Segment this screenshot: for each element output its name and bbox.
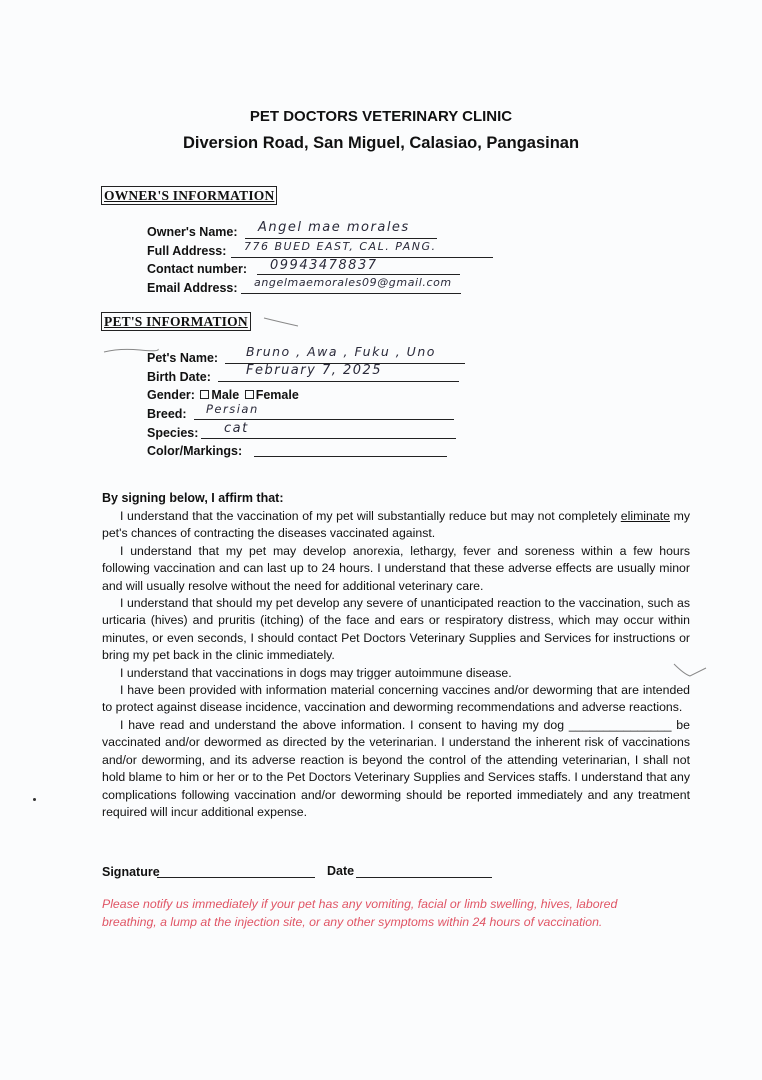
birth-date-label: Birth Date: [147, 370, 211, 384]
breed-label: Breed: [147, 407, 187, 421]
full-address-value: 776 BUED EAST, CAL. PANG. [244, 240, 437, 253]
consent-body [102, 508, 690, 821]
affirm-heading: By signing below, I affirm that: [102, 491, 284, 505]
female-checkbox[interactable] [245, 390, 254, 399]
email-line [241, 293, 461, 294]
contact-number-value: 09943478837 [270, 258, 378, 273]
date-label: Date [327, 864, 355, 878]
signature-label: Signature [102, 865, 160, 879]
owner-name-line [245, 238, 437, 239]
clinic-address: Diversion Road, San Miguel, Calasiao, Pangasinan [182, 134, 580, 152]
species-value: cat [224, 421, 249, 436]
consent-paragraph-2: I understand that my pet may develop anorexia, lethargy, fever and soreness within a few hours following vaccination and can last up to 24 hours. I understand that these adverse effects are usually minor and will usually resolve without the need for additional veterinary care. [102, 543, 690, 593]
email-label: Email Address: [147, 281, 238, 295]
notice-text: Please notify us immediately if your pet has any vomiting, facial or limb swelling, hives, labored breathing, a lump at the injection site, or any other symptoms within 24 hours of vaccination. [102, 897, 618, 929]
birth-date-line [218, 381, 459, 382]
color-markings-label: Color/Markings: [147, 444, 243, 458]
color-markings-line [254, 456, 447, 457]
clinic-name: PET DOCTORS VETERINARY CLINIC [249, 108, 513, 125]
contact-number-label: Contact number: [147, 262, 247, 276]
pet-name-value: Bruno , Awa , Fuku , Uno [246, 344, 436, 359]
male-checkbox[interactable] [200, 390, 209, 399]
gender-row [147, 388, 299, 402]
pet-section-heading: PET'S INFORMATION [101, 312, 251, 331]
dog-name-blank[interactable]: _______________ [568, 717, 672, 732]
pen-mark-top [262, 312, 302, 332]
pen-mark-right [670, 660, 710, 690]
breed-line [194, 419, 454, 420]
consent-paragraph-4: I understand that vaccinations in dogs may trigger autoimmune disease. [120, 665, 512, 680]
breed-value: Persian [206, 402, 259, 416]
signature-line[interactable] [157, 877, 315, 878]
contact-number-line [257, 274, 460, 275]
full-address-label: Full Address: [147, 244, 227, 258]
owner-name-value: Angel mae morales [258, 220, 410, 235]
date-line[interactable] [356, 877, 492, 878]
male-option-label: Male [211, 388, 240, 402]
female-option-label: Female [255, 388, 299, 402]
birth-date-value: February 7, 2025 [246, 363, 383, 378]
owner-section-heading: OWNER'S INFORMATION [101, 186, 277, 205]
gender-label: Gender: [147, 388, 195, 402]
consent-paragraph-5: I have been provided with information material concerning vaccines and/or deworming that are intended to protect against disease incidence, vaccination and deworming recommendations and adverse reactions. [102, 683, 690, 715]
email-value: angelmaemorales09@gmail.com [254, 276, 452, 289]
consent-paragraph-1: I understand that the vaccination of my pet will substantially reduce but may not completely eliminate my pet's chances of contracting the diseases vaccinated against. [102, 509, 691, 541]
pet-name-label: Pet's Name: [147, 351, 219, 365]
consent-paragraph-3: I understand that should my pet develop any severe of unanticipated reaction to the vaccination, such as urticaria (hives) and pruritis (itching) of the face and ears or respiratory distress, which may occur within minutes, or even seconds, I should contact Pet Doctors Veterinary Supplies and Services for instructions or bring my pet back in the clinic immediately. [102, 596, 690, 663]
speck-mark [33, 798, 36, 801]
owner-name-label: Owner's Name: [147, 225, 238, 239]
consent-paragraph-6: I have read and understand the above information. I consent to having my dog _______________ be vaccinated and/or dewormed as directed by the veterinarian. I understand the inherent risk of vaccinations and/or deworming, and its adverse reaction is beyond the control of the attending veterinarian, I shall not hold blame to him or her or to the Pet Doctors Veterinary Supplies and Services staffs. I understand that any complications following vaccination and/or deworming should be reported immediately and any treatment required will incur additional expense. [102, 717, 690, 819]
species-line [201, 438, 456, 439]
species-label: Species: [147, 426, 199, 440]
